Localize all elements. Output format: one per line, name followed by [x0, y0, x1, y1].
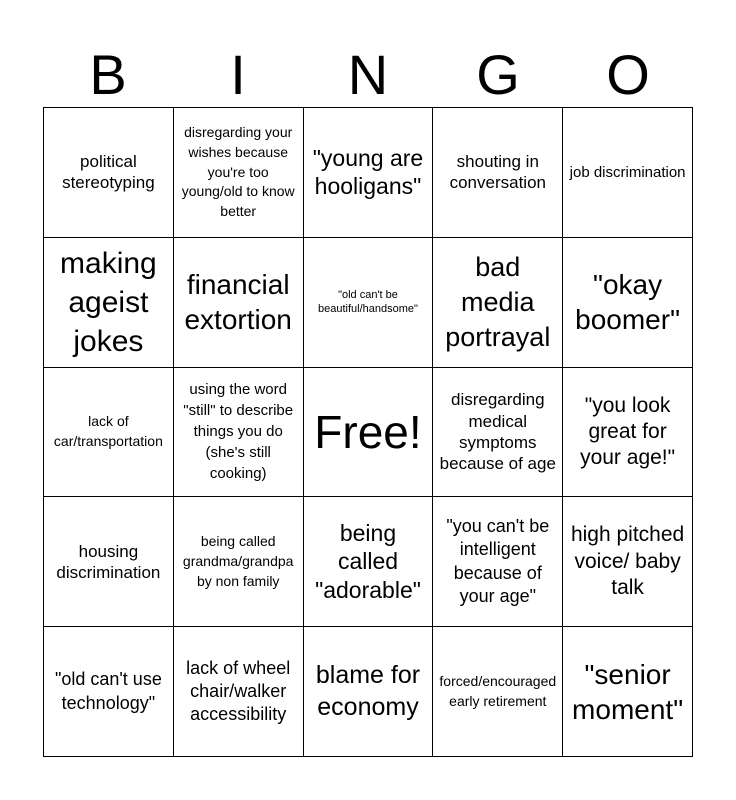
bingo-cell[interactable] — [563, 627, 693, 757]
bingo-cell[interactable] — [44, 627, 174, 757]
cell-text: being called "adorable" — [315, 519, 421, 604]
bingo-cell[interactable] — [563, 368, 693, 498]
bingo-cell[interactable] — [44, 368, 174, 498]
free-text: Free! — [314, 405, 422, 458]
bingo-cell[interactable] — [174, 627, 304, 757]
cell-text: lack of car/transportation — [53, 413, 163, 449]
bingo-cell[interactable] — [304, 108, 434, 238]
cell-text: using the word "still" to describe things you do (she's still cooking) — [183, 381, 294, 483]
bingo-cell[interactable] — [433, 238, 563, 368]
header-letter-g: G — [476, 43, 520, 106]
cell-text: "old can't be beautiful/handsome" — [318, 288, 418, 316]
cell-text: shouting in conversation — [449, 152, 546, 193]
bingo-cell[interactable] — [174, 108, 304, 238]
bingo-cell[interactable] — [433, 497, 563, 627]
bingo-cell[interactable] — [304, 497, 434, 627]
cell-text: lack of wheel chair/walker accessibility — [186, 657, 291, 725]
bingo-cell[interactable] — [304, 627, 434, 757]
bingo-cell[interactable] — [433, 368, 563, 498]
bingo-cell[interactable] — [563, 238, 693, 368]
header-letter-n: N — [347, 43, 389, 106]
cell-text: high pitched voice/ baby talk — [570, 523, 685, 599]
header-letter-i: I — [230, 43, 246, 106]
bingo-cell[interactable] — [174, 238, 304, 368]
bingo-cell[interactable] — [44, 108, 174, 238]
bingo-board — [43, 107, 693, 757]
cell-text: "you can't be intelligent because of your age" — [446, 516, 550, 607]
cell-text: "you look great for your age!" — [580, 393, 676, 470]
free-cell[interactable] — [304, 368, 434, 498]
cell-text: political stereotyping — [62, 152, 155, 193]
bingo-cell[interactable] — [174, 368, 304, 498]
cell-text: disregarding medical symptoms because of age — [439, 390, 556, 474]
bingo-cell[interactable] — [563, 497, 693, 627]
cell-text: forced/encouraged early retirement — [439, 673, 557, 709]
bingo-cell[interactable] — [563, 108, 693, 238]
bingo-cell[interactable] — [44, 238, 174, 368]
cell-text: housing discrimination — [56, 541, 161, 582]
cell-text: "senior moment" — [572, 658, 684, 725]
bingo-cell[interactable] — [44, 497, 174, 627]
cell-text: blame for economy — [315, 661, 421, 721]
cell-text: financial extortion — [184, 269, 292, 336]
cell-text: "old can't use technology" — [54, 669, 162, 713]
bingo-header — [43, 42, 693, 108]
cell-text: job discrimination — [569, 163, 686, 181]
cell-text: "young are hooligans" — [312, 144, 424, 200]
header-letter-o: O — [606, 43, 650, 106]
cell-text: making ageist jokes — [60, 246, 157, 358]
bingo-cell[interactable] — [304, 238, 434, 368]
header-letter-b: B — [89, 43, 127, 106]
bingo-cell[interactable] — [433, 108, 563, 238]
cell-text: bad media portrayal — [445, 251, 551, 352]
cell-text: disregarding your wishes because you're too young/old to know better — [181, 124, 295, 219]
cell-text: "okay boomer" — [575, 269, 681, 336]
bingo-cell[interactable] — [433, 627, 563, 757]
bingo-cell[interactable] — [174, 497, 304, 627]
cell-text: being called grandma/grandpa by non family — [182, 533, 294, 589]
